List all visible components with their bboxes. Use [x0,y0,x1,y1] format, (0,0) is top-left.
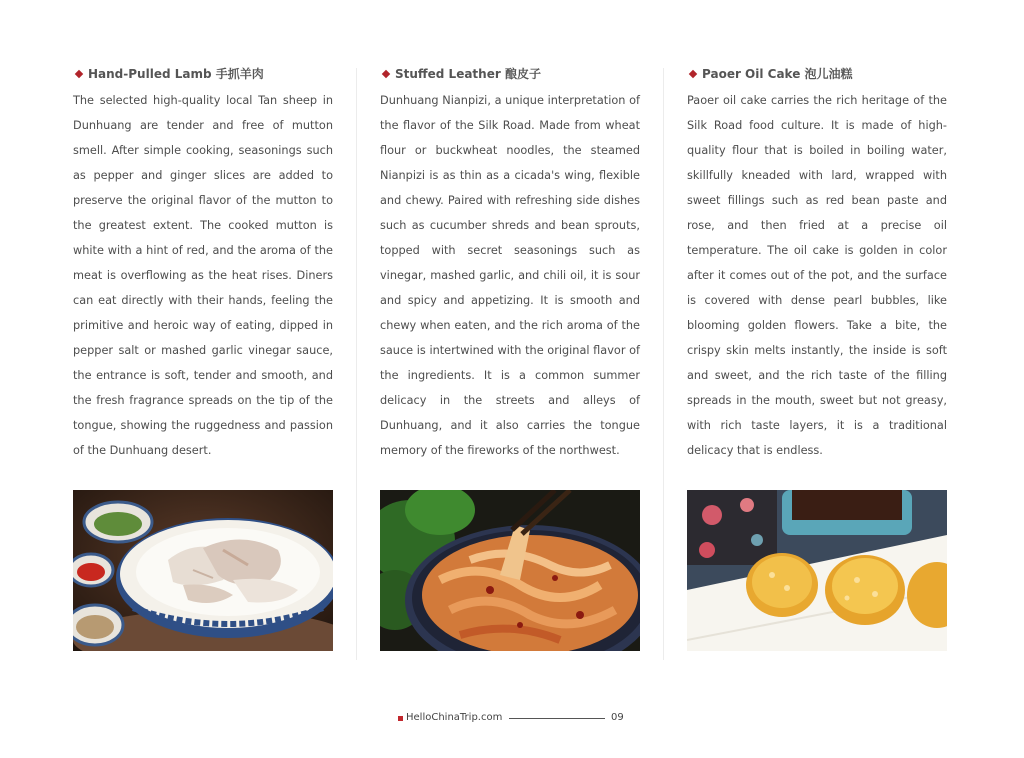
lamb-dish-photo [73,490,333,651]
diamond-bullet-icon [689,70,697,78]
dish-description: Dunhuang Nianpizi, a unique interpretation of the flavor of the Silk Road. Made from wheat flour or buckwheat noodles, the steamed Nianpizi is as thin as a cicada's wing, flexible and chewy. Paired with refreshing side dishes such as cucumber shreds and bean sprouts, topped with secret seasonings such as vinegar, mashed garlic, and chili oil, it is sour and spicy and appetizing. It is smooth and chewy when eaten, and the rich aroma of the sauce is intertwined with the original flavor of the ingredients. It is a common summer delicacy in the streets and alleys of Dunhuang, and it also carries the tongue memory of the fireworks of the northwest. [380,94,640,457]
footer-square-icon [398,716,403,721]
diamond-bullet-icon [382,70,390,78]
nianpizi-dish-photo [380,490,640,651]
dish-description: The selected high-quality local Tan sheep in Dunhuang are tender and free of mutton smell. After simple cooking, seasonings such as pepper and ginger slices are added to preserve the original flavor of the mutton to the greatest extent. The cooked mutton is white with a hint of red, and the aroma of the meat is overflowing as the heat rises. Diners can eat directly with their hands, feeling the primitive and heroic way of eating, dipped in pepper salt or mashed garlic vinegar sauce, the entrance is soft, tender and smooth, and the fresh fragrance spreads on the tip of the tongue, showing the ruggedness and passion of the Dunhuang desert. [73,94,333,457]
dish-heading [380,64,640,84]
page-number: 09 [611,712,624,723]
dish-title: Stuffed Leather 酿皮子 [395,67,541,81]
dish-title: Hand-Pulled Lamb 手抓羊肉 [88,67,264,81]
footer-site-name: HelloChinaTrip.com [406,712,503,723]
dish-heading [73,64,333,84]
footer-rule [509,718,605,719]
diamond-bullet-icon [75,70,83,78]
dish-column-nianpizi [380,64,640,463]
dish-column-lamb [73,64,333,463]
oil-cake-dish-photo [687,490,947,651]
dish-description: Paoer oil cake carries the rich heritage of the Silk Road food culture. It is made of high-quality flour that is boiled in boiling water, skillfully kneaded with lard, wrapped with sweet fillings such as red bean paste and rose, and then fried at a precise oil temperature. The oil cake is golden in color after it comes out of the pot, and the surface is covered with dense pearl bubbles, like blooming golden flowers. Take a bite, the crispy skin melts instantly, the inside is soft and sweet, and the rich taste of the filling spreads in the mouth, sweet but not greasy, with rich taste layers, it is a traditional delicacy that is endless. [687,94,947,457]
dish-column-oil-cake [687,64,947,463]
column-divider [663,68,664,660]
dish-heading [687,64,947,84]
page-footer [0,711,1024,727]
dish-title: Paoer Oil Cake 泡儿油糕 [702,67,853,81]
column-divider [356,68,357,660]
